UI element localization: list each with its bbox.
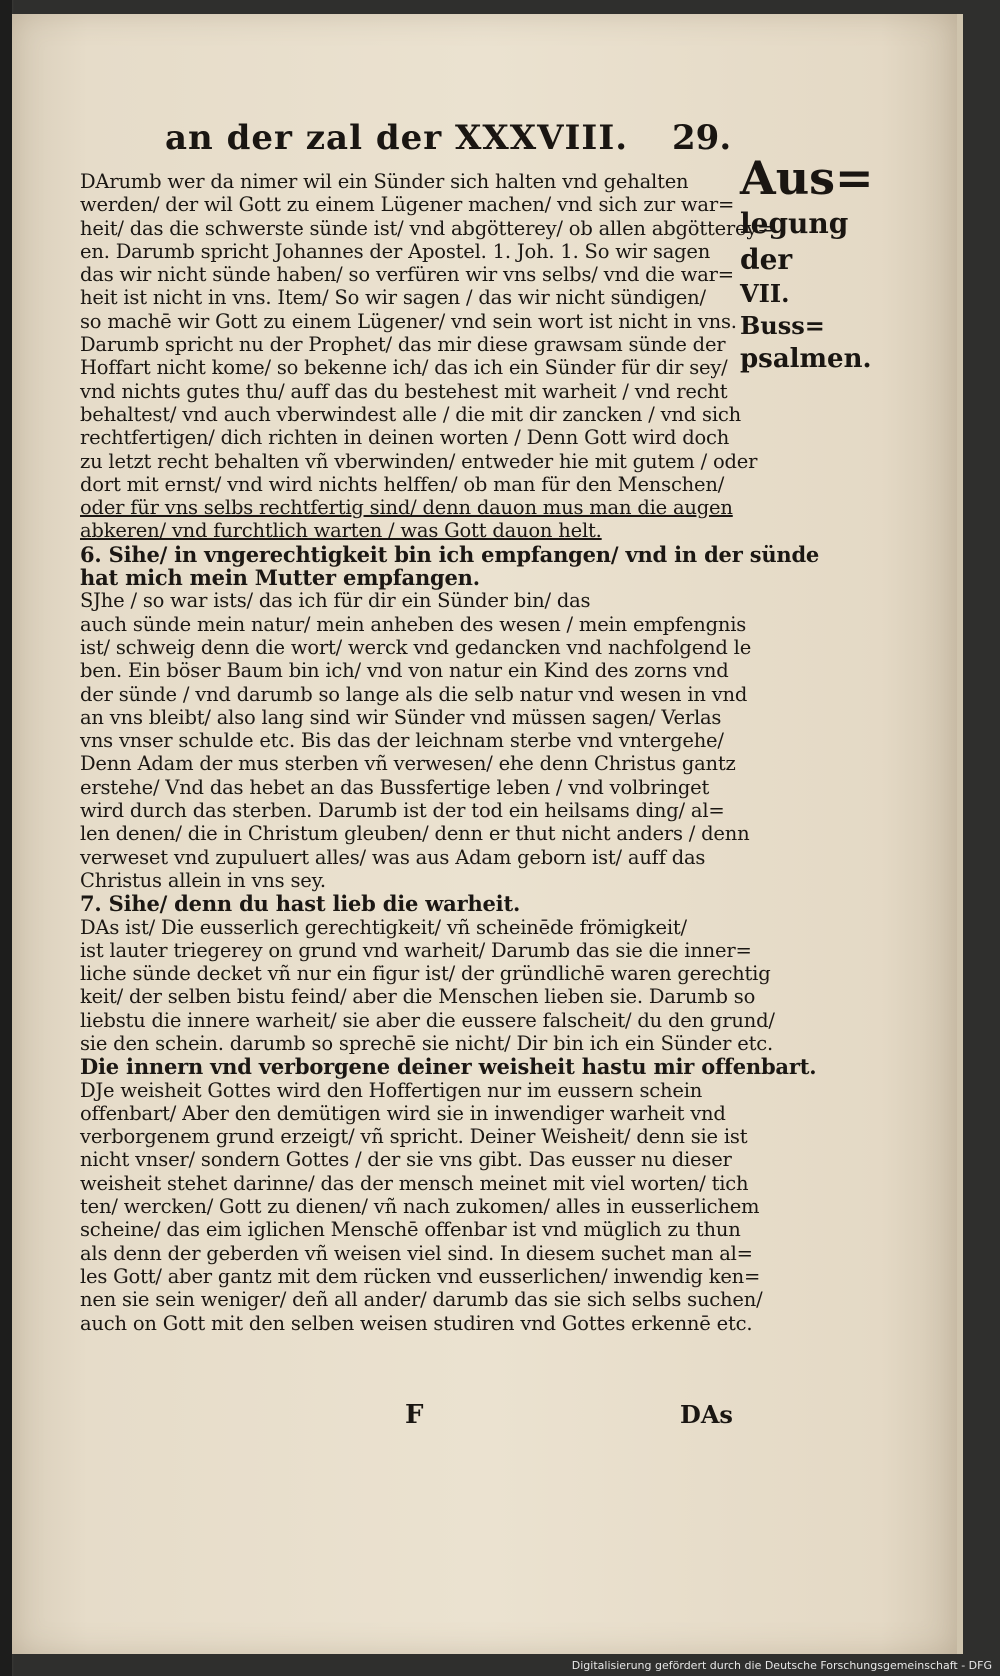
text-line: offenbart/ Aber den demütigen wird sie in inwendiger warheit vnd [80, 1101, 726, 1125]
text-line: liebstu die innere warheit/ sie aber die eussere falscheit/ du den grund/ [80, 1008, 775, 1032]
text-line: nicht vnser/ sondern Gottes / der sie vns gibt. Das eusser nu dieser [80, 1148, 732, 1172]
running-title: an der zal der XXXVIII. [165, 118, 629, 158]
text-line: zu letzt recht behalten vñ vberwinden/ entweder hie mit gutem / oder [80, 449, 758, 473]
text-line: der sünde / vnd darumb so lange als die selb natur vnd wesen in vnd [80, 682, 748, 706]
text-line: auch on Gott mit den selben weisen studiren vnd Gottes erkennē etc. [80, 1311, 753, 1335]
text-line: heit/ das die schwerste sünde ist/ vnd abgötterey/ ob allen abgötterey= [80, 216, 774, 240]
text-line: SJhe / so war ists/ das ich für dir ein Sünder bin/ das [80, 589, 591, 613]
page-number: 29. [672, 118, 732, 158]
text-line: DAs ist/ Die eusserlich gerechtigkeit/ vñ scheinēde frömigkeit/ [80, 915, 687, 939]
text-line: an vns bleibt/ also lang sind wir Sünder vnd müssen sagen/ Verlas [80, 705, 722, 729]
text-line: abkeren/ vnd furchtlich warten / was Gott dauon helt. [80, 519, 602, 543]
book-spine-edge [0, 0, 12, 1676]
text-line: Denn Adam der mus sterben vñ verwesen/ ehe denn Christus gantz [80, 752, 736, 776]
text-line: DArumb wer da nimer wil ein Sünder sich halten vnd gehalten [80, 170, 689, 193]
margin-note-line: psalmen. [740, 344, 872, 374]
text-line: ten/ wercken/ Gott zu dienen/ vñ nach zukomen/ alles in eusserlichem [80, 1195, 760, 1219]
text-line: ben. Ein böser Baum bin ich/ vnd von natur ein Kind des zorns vnd [80, 659, 729, 683]
text-line: wird durch das sterben. Darumb ist der tod ein heilsams ding/ al= [80, 799, 725, 823]
text-line: vns vnser schulde etc. Bis das der leichnam sterbe vnd vntergehe/ [80, 729, 724, 753]
text-line: werden/ der wil Gott zu einem Lügener machen/ vnd sich zur war= [80, 193, 735, 217]
text-line: keit/ der selben bistu feind/ aber die Menschen lieben sie. Darumb so [80, 985, 756, 1009]
verse-6-continued: hat mich mein Mutter empfangen. [80, 565, 480, 591]
signature-mark: F [405, 1400, 424, 1430]
text-line: nen sie sein weniger/ deñ all ander/ darumb das sie sich selbs suchen/ [80, 1288, 763, 1312]
text-line: Hoffart nicht kome/ so bekenne ich/ das ich ein Sünder für dir sey/ [80, 356, 728, 380]
text-line: vnd nichts gutes thu/ auff das du bestehest mit warheit / vnd recht [80, 379, 728, 403]
verse-8: Die innern vnd verborgene deiner weisheit hastu mir offenbart. [80, 1054, 817, 1080]
text-line: en. Darumb spricht Johannes der Apostel. 1. Joh. 1. So wir sagen [80, 239, 711, 263]
text-line: als denn der geberden vñ weisen viel sind. In diesem suchet man al= [80, 1241, 753, 1265]
text-line: verborgenem grund erzeigt/ vñ spricht. Deiner Weisheit/ denn sie ist [80, 1125, 748, 1149]
text-line: dort mit ernst/ vnd wird nichts helffen/ ob man für den Menschen/ [80, 472, 725, 496]
text-line: scheine/ das eim iglichen Menschē offenbar ist vnd müglich zu thun [80, 1218, 741, 1242]
text-line: erstehe/ Vnd das hebet an das Bussfertige leben / vnd volbringet [80, 775, 710, 799]
text-line: weisheit stehet darinne/ das der mensch meinet mit viel worten/ tich [80, 1171, 749, 1195]
digitization-credit: Digitalisierung gefördert durch die Deutsche Forschungsgemeinschaft - DFG [571, 1659, 992, 1672]
text-line: ist lauter triegerey on grund vnd warheit/ Darumb das sie die inner= [80, 938, 752, 962]
text-line: Christus allein in vns sey. [80, 868, 326, 892]
text-line: verweset vnd zupuluert alles/ was aus Adam geborn ist/ auff das [80, 845, 706, 869]
verse-7: 7. Sihe/ denn du hast lieb die warheit. [80, 891, 521, 917]
text-line: rechtfertigen/ dich richten in deinen worten / Denn Gott wird doch [80, 426, 730, 450]
text-line: das wir nicht sünde haben/ so verfüren wir vns selbs/ vnd die war= [80, 263, 734, 287]
margin-note-line: legung der [740, 207, 849, 276]
text-line: auch sünde mein natur/ mein anheben des wesen / mein empfengnis [80, 612, 747, 636]
text-line: oder für vns selbs rechtfertig sind/ denn dauon mus man die augen [80, 496, 733, 520]
text-line: len denen/ die in Christum gleuben/ denn er thut nicht anders / denn [80, 822, 750, 846]
text-line: sie den schein. darumb so sprechē sie nicht/ Dir bin ich ein Sünder etc. [80, 1031, 773, 1055]
paragraph-1 [80, 170, 774, 543]
verse-6: 6. Sihe/ in vngerechtigkeit bin ich empfangen/ vnd in der sünde [80, 541, 820, 567]
text-line: les Gott/ aber gantz mit dem rücken vnd eusserlichen/ inwendig ken= [80, 1264, 761, 1288]
paragraph-2 [80, 589, 752, 892]
text-line: heit ist nicht in vns. Item/ So wir sagen / das wir nicht sündigen/ [80, 286, 706, 310]
catchword: DAs [680, 1400, 733, 1429]
text-line: Darumb spricht nu der Prophet/ das mir diese grawsam sünde der [80, 333, 726, 357]
text-line: liche sünde decket vñ nur ein figur ist/ der gründlichē waren gerechtig [80, 962, 771, 986]
text-line: ist/ schweig denn die wort/ werck vnd gedancken vnd nachfolgend le [80, 635, 752, 659]
text-line: behaltest/ vnd auch vberwindest alle / die mit dir zancken / vnd sich [80, 402, 741, 426]
paragraph-4 [80, 1078, 763, 1335]
margin-note [740, 150, 874, 376]
margin-note-line: VII. Buss= [740, 279, 825, 340]
margin-note-line: Aus= [740, 151, 874, 205]
text-line: so machē wir Gott zu einem Lügener/ vnd sein wort ist nicht in vns. [80, 309, 737, 333]
paragraph-3 [80, 915, 775, 1056]
text-line: DJe weisheit Gottes wird den Hoffertigen nur im eussern schein [80, 1078, 703, 1102]
